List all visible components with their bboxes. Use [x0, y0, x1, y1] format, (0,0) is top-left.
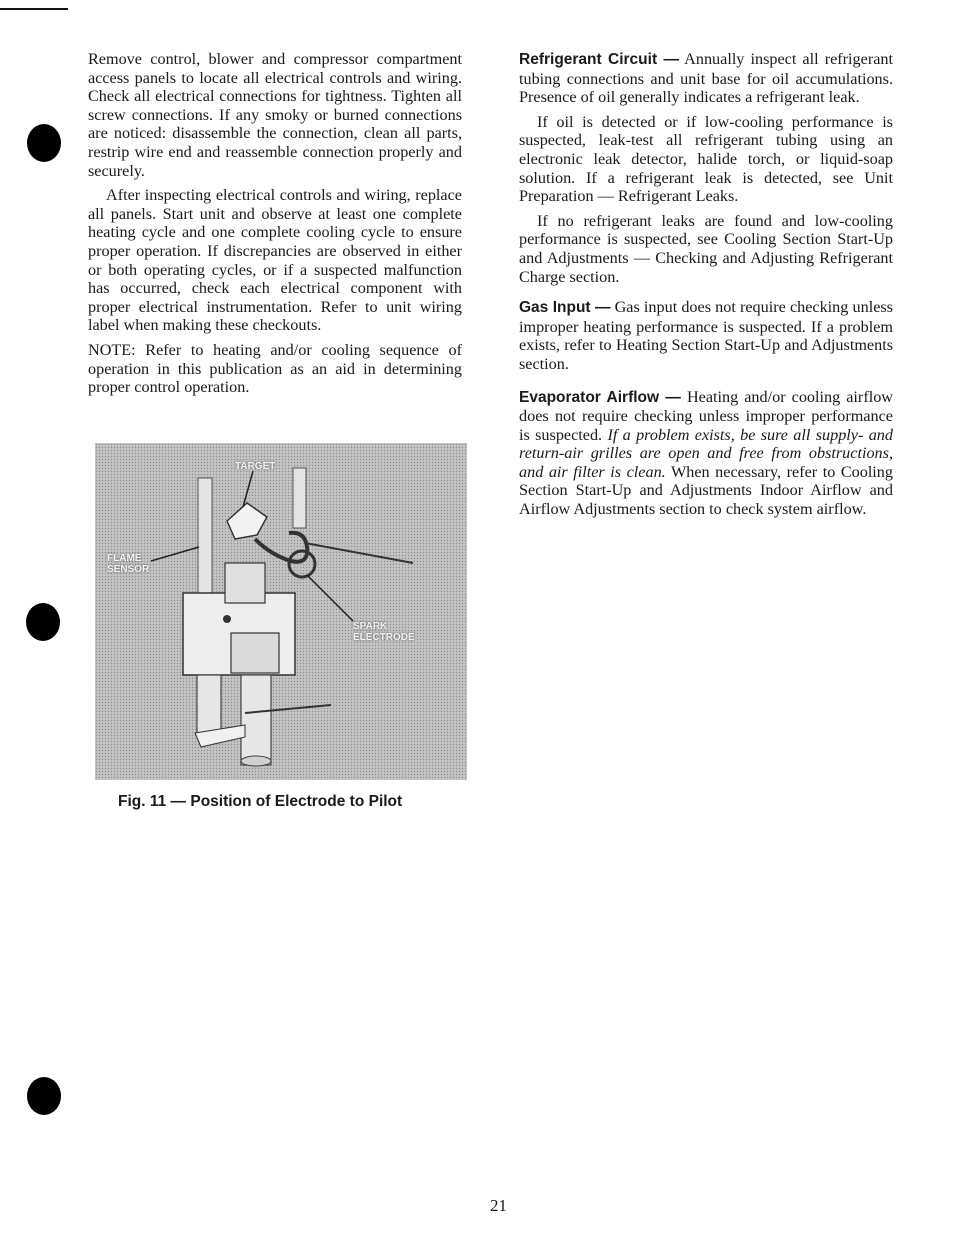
paragraph-note: NOTE: Refer to heating and/or cooling sequence of operation in this publication as an aid in determining proper control operation. [88, 340, 462, 397]
punch-hole-bottom [27, 1077, 61, 1115]
label-spark-line1: SPARK [353, 621, 388, 632]
figure-caption: Fig. 11 — Position of Electrode to Pilot [118, 793, 403, 810]
punch-hole-top [27, 124, 61, 162]
punch-hole-middle [26, 603, 60, 641]
label-flame-sensor [107, 553, 149, 575]
paragraph-evaporator-airflow [519, 388, 893, 519]
paragraph-leak-test: If oil is detected or if low-cooling performance is suspected, leak-test all refrigerant tubing using an electronic leak detector, halide torch, or liquid-soap solution. If a refrigerant leak is detected, see Unit Preparation — Refrigerant Leaks. [519, 112, 893, 206]
pilot-assembly-illustration [95, 443, 467, 780]
paragraph-gas-input [519, 298, 893, 373]
label-flame-line1: FLAME [107, 553, 142, 564]
label-target: TARGET [235, 461, 276, 472]
heading-gas-input: Gas Input — [519, 299, 611, 317]
text-evaporator-italic: If a problem exists, be sure all supply- and return-air grilles are open and free from obstructions, and air filter is clean. [519, 425, 893, 481]
paragraph-refrigerant-circuit [519, 50, 893, 107]
page-number: 21 [490, 1196, 507, 1215]
label-spark-electrode [353, 621, 415, 643]
right-column [519, 50, 893, 525]
label-flame-line2: SENSOR [107, 564, 150, 575]
heading-evaporator-airflow: Evaporator Airflow — [519, 388, 681, 406]
paragraph-electrical-check: Remove control, blower and compressor compartment access panels to locate all electrical controls and wiring. Check all electrical connections for tightness. Tighten all screw connections. If any smoky or burned connections are noticed: disassemble the connection, clean all parts, restrip wire end and reassemble connection properly and securely. [88, 50, 462, 180]
heading-refrigerant-circuit: Refrigerant Circuit — [519, 51, 679, 68]
paragraph-charge-check: If no refrigerant leaks are found and low-cooling performance is suspected, see Cooling Section Start-Up and Adjustments — Checking and Adjusting Refrigerant Charge section. [519, 211, 893, 286]
text-evaporator-a: Heating and/or cooling airflow does not require checking unless improper performance is suspected. [519, 387, 893, 444]
top-rule [0, 8, 68, 10]
figure-electrode-pilot [95, 443, 467, 780]
label-spark-line2: ELECTRODE [353, 632, 415, 643]
left-column [88, 50, 462, 403]
text-refrigerant-1: Annually inspect all refrigerant tubing connections and unit base for oil accumulations. Presence of oil generally indicates a refrigerant leak. [519, 50, 893, 107]
text-gas-input: Gas input does not require checking unless improper heating performance is suspected. If a problem exists, refer to Heating Section Start-Up and Adjustments section. [519, 298, 893, 373]
paragraph-inspection: After inspecting electrical controls and wiring, replace all panels. Start unit and observe at least one complete heating cycle and one complete cooling cycle to ensure proper operation. If discrepancies are observed in either or both operating cycles, or if a suspected malfunction has occurred, check each electrical component with proper electrical instrumentation. Refer to unit wiring label when making these checkouts. [88, 186, 462, 335]
text-evaporator-b: When necessary, refer to Cooling Section Start-Up and Adjustments Indoor Airflow and Airflow Adjustments section to check system airflow. [519, 462, 893, 519]
